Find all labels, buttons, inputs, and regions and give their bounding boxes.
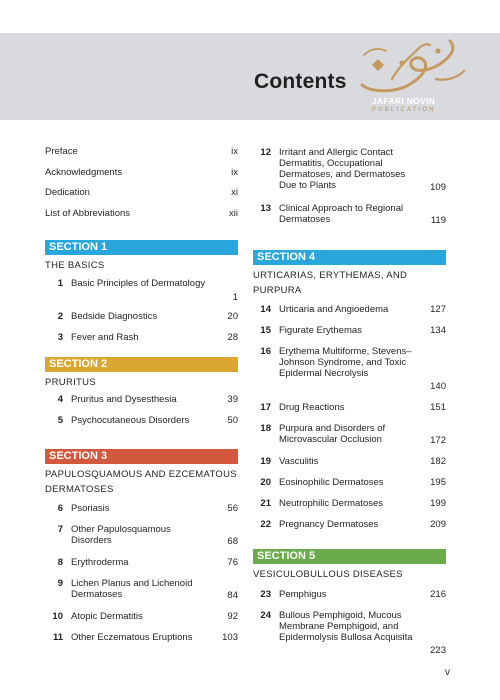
chapter-title: Eosinophilic Dermatoses	[279, 477, 384, 488]
chapter-title: Psoriasis	[71, 503, 110, 514]
chapter-title: Psychocutaneous Disorders	[71, 415, 190, 426]
toc-entry[interactable]	[45, 578, 238, 611]
chapter-number: 10	[52, 611, 63, 622]
chapter-title: Bedside Diagnostics	[71, 310, 158, 322]
chapter-page: 50	[227, 415, 238, 426]
chapter-title: Clinical Approach to Regional Dermatoses	[279, 203, 404, 225]
chapter-page: 172	[430, 435, 446, 446]
chapter-title: Irritant and Allergic Contact Dermatitis, Occupational Dermatoses, and Dermatoses Due to Plants	[279, 147, 406, 191]
chapter-title: Fever and Rash	[71, 331, 139, 343]
chapter-number: 21	[260, 498, 271, 509]
toc-entry[interactable]	[253, 304, 446, 325]
section-2-title: PRURITUS	[45, 376, 96, 388]
toc-entry[interactable]	[45, 524, 238, 557]
entry-title: Preface	[45, 146, 78, 157]
page-number: v	[445, 667, 450, 678]
section-1-header: SECTION 1	[45, 240, 238, 255]
chapter-title: Other Eczematous Eruptions	[71, 632, 193, 643]
chapter-number: 5	[57, 415, 63, 426]
calligraphy-logo-icon	[352, 35, 472, 99]
toc-entry[interactable]	[253, 402, 446, 423]
toc-entry[interactable]	[253, 498, 446, 519]
entry-page: xii	[229, 207, 238, 219]
section-3-header: SECTION 3	[45, 449, 238, 464]
toc-frontmatter-row[interactable]	[45, 145, 238, 166]
toc-entry[interactable]	[45, 394, 238, 415]
toc-entry[interactable]	[253, 456, 446, 477]
entry-title: Acknowledgments	[45, 166, 123, 178]
chapter-page: 223	[430, 644, 446, 656]
chapter-title: Neutrophilic Dermatoses	[279, 498, 384, 509]
chapter-number: 8	[57, 557, 63, 568]
chapter-title: Other Papulosquamous Disorders	[71, 524, 171, 546]
toc-entry[interactable]	[253, 610, 446, 666]
chapter-title: Drug Reactions	[279, 402, 345, 413]
entry-page: ix	[231, 146, 238, 157]
logo-name: JAFARI NOVIN	[372, 96, 436, 106]
toc-entry[interactable]	[253, 423, 446, 456]
toc-right-column	[253, 145, 446, 666]
chapter-page: 20	[227, 310, 238, 322]
chapter-page: 28	[227, 331, 238, 343]
chapter-number: 17	[260, 402, 271, 413]
chapter-number: 13	[260, 203, 271, 214]
toc-entry[interactable]	[45, 278, 238, 311]
chapter-page: 199	[430, 498, 446, 509]
chapter-page: 195	[430, 477, 446, 488]
chapter-title: Purpura and Disorders of Microvascular Occlusion	[279, 423, 386, 445]
chapter-title: Pruritus and Dysesthesia	[71, 394, 177, 405]
chapter-number: 1	[57, 277, 63, 289]
chapter-title: Urticaria and Angioedema	[279, 304, 389, 315]
chapter-title: Vasculitis	[279, 456, 319, 467]
toc-entry[interactable]	[45, 632, 238, 653]
chapter-page: 151	[430, 402, 446, 413]
entry-title: List of Abbreviations	[45, 207, 131, 219]
chapter-title: Lichen Planus and Lichenoid Dermatoses	[71, 578, 193, 600]
section-4-title: URTICARIAS, ERYTHEMAS, AND PURPURA	[253, 270, 408, 296]
chapter-title: Bullous Pemphigoid, Mucous Membrane Pemphigoid, and Epidermolysis Bullosa Acquisita	[279, 609, 413, 643]
entry-title: Dedication	[45, 187, 90, 198]
chapter-number: 18	[260, 423, 271, 434]
chapter-number: 7	[57, 524, 63, 535]
logo-subtitle: PUBLICATION	[372, 107, 436, 113]
toc-entry[interactable]	[45, 557, 238, 578]
chapter-page: 103	[222, 632, 238, 643]
chapter-page: 76	[227, 557, 238, 568]
chapter-page: 209	[430, 519, 446, 530]
chapter-title: Erythema Multiforme, Stevens–Johnson Syndrome, and Toxic Epidermal Necrolysis	[279, 346, 412, 379]
toc-entry[interactable]	[253, 325, 446, 346]
chapter-title: Atopic Dermatitis	[71, 611, 143, 622]
chapter-page: 216	[430, 588, 446, 600]
chapter-number: 24	[260, 609, 271, 621]
section-3-title: PAPULOSQUAMOUS AND EZCEMATOUS DERMATOSES	[45, 469, 237, 495]
toc-left-column	[45, 145, 238, 653]
chapter-number: 11	[52, 632, 63, 643]
toc-entry[interactable]	[45, 415, 238, 436]
toc-entry[interactable]	[253, 589, 446, 610]
chapter-page: 84	[227, 590, 238, 601]
section-1-title: THE BASICS	[45, 260, 105, 271]
chapter-page: 56	[227, 503, 238, 514]
section-5-title: VESICULOBULLOUS DISEASES	[253, 569, 403, 580]
toc-entry[interactable]	[253, 203, 446, 236]
entry-page: xi	[231, 187, 238, 198]
chapter-number: 19	[260, 456, 271, 467]
chapter-page: 92	[227, 611, 238, 622]
entry-page: ix	[231, 166, 238, 178]
chapter-title: Pregnancy Dermatoses	[279, 519, 379, 530]
chapter-page: 68	[227, 536, 238, 547]
chapter-title: Pemphigus	[279, 588, 327, 600]
toc-entry[interactable]	[45, 503, 238, 524]
chapter-number: 20	[260, 477, 271, 488]
chapter-page: 1	[232, 291, 238, 303]
chapter-page: 140	[430, 381, 446, 392]
toc-entry[interactable]	[45, 611, 238, 632]
chapter-number: 16	[260, 346, 271, 357]
chapter-number: 14	[260, 304, 271, 315]
chapter-number: 3	[57, 331, 63, 343]
chapter-number: 2	[57, 310, 63, 322]
publisher-logo	[352, 35, 472, 119]
toc-frontmatter-row[interactable]	[45, 186, 238, 207]
chapter-number: 22	[260, 519, 271, 530]
chapter-page: 182	[430, 456, 446, 467]
chapter-number: 15	[260, 325, 271, 336]
chapter-title: Erythroderma	[71, 557, 129, 568]
chapter-number: 12	[260, 147, 271, 158]
toc-entry[interactable]	[45, 311, 238, 332]
section-5-header: SECTION 5	[253, 549, 446, 564]
toc-frontmatter-row[interactable]	[45, 207, 238, 228]
chapter-page: 134	[430, 325, 446, 336]
chapter-number: 6	[57, 503, 63, 514]
chapter-page: 127	[430, 304, 446, 315]
chapter-page: 109	[430, 182, 446, 193]
top-margin	[0, 0, 500, 33]
chapter-title: Basic Principles of Dermatology	[71, 277, 206, 289]
section-4-header: SECTION 4	[253, 250, 446, 265]
toc-entry[interactable]	[253, 346, 446, 402]
chapter-page: 39	[227, 394, 238, 405]
chapter-page: 119	[430, 215, 446, 226]
section-2-header: SECTION 2	[45, 357, 238, 372]
toc-entry[interactable]	[253, 477, 446, 498]
page-title: Contents	[254, 70, 347, 93]
chapter-number: 9	[57, 578, 63, 589]
toc-frontmatter-row[interactable]	[45, 166, 238, 187]
toc-entry[interactable]	[253, 147, 446, 203]
toc-entry[interactable]	[253, 519, 446, 540]
chapter-number: 4	[57, 394, 63, 405]
chapter-title: Figurate Erythemas	[279, 325, 362, 336]
chapter-number: 23	[260, 588, 271, 600]
toc-entry[interactable]	[45, 332, 238, 353]
